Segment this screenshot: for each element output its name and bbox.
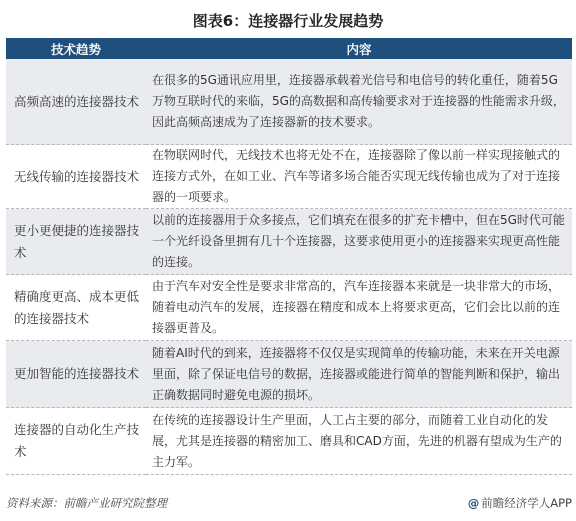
content-cell: 以前的连接器用于众多接点，它们填充在很多的扩充卡槽中，但在5G时代可能一个光纤设备里拥有几十个连接器，这要求使用更小的连接器来实现更高性能的连接。: [146, 209, 572, 275]
content-cell: 在物联网时代，无线技术也将无处不在，连接器除了像以前一样实现接触式的连接方式外，在如工业、汽车等诸多场合能否实现无线传输也成为了对于连接器的一项要求。: [146, 145, 572, 209]
header-trend: 技术趋势: [6, 38, 146, 59]
trend-cell: 连接器的自动化生产技术: [6, 408, 146, 475]
table-row: [6, 145, 572, 209]
table-row: [6, 341, 572, 408]
footer: [6, 493, 572, 513]
content-cell: 由于汽车对安全性是要求非常高的，汽车连接器本来就是一块非常大的市场，随着电动汽车的发展，连接器在精度和成本上将要求更高，它们会比以前的连接器更普及。: [146, 275, 572, 341]
content-cell: 在传统的连接器设计生产里面，人工占主要的部分，而随着工业自动化的发展，尤其是连接器的精密加工、磨具和CAD方面，先进的机器有望成为生产的主力军。: [146, 408, 572, 475]
brand-logo-icon: @: [467, 496, 480, 510]
table-header-row: [6, 38, 572, 59]
trend-cell: 精确度更高、成本更低的连接器技术: [6, 275, 146, 341]
trend-cell: 更加智能的连接器技术: [6, 341, 146, 408]
content-cell: 在很多的5G通讯应用里，连接器承载着光信号和电信号的转化重任，随着5G万物互联时代的来临，5G的高数据和高传输要求对于连接器的性能需求升级，因此高频高速成为了连接器新的技术要求。: [146, 59, 572, 145]
brand-name: 前瞻经济学人APP: [481, 496, 572, 510]
trend-table: [6, 38, 572, 475]
content-cell: 随着AI时代的到来，连接器将不仅仅是实现简单的传输功能，未来在开关电源里面，除了保证电信号的数据，连接器或能进行简单的智能判断和保护，输出正确数据同时避免电源的损坏。: [146, 341, 572, 408]
trend-cell: 更小更便捷的连接器技术: [6, 209, 146, 275]
page-title: 图表6：连接器行业发展趋势: [192, 12, 384, 30]
header-content: 内容: [146, 38, 572, 59]
table-row: [6, 59, 572, 145]
brand-credit: [468, 495, 572, 511]
table-row: [6, 209, 572, 275]
table-row: [6, 275, 572, 341]
table-row: [6, 408, 572, 475]
trend-cell: 无线传输的连接器技术: [6, 145, 146, 209]
trend-cell: 高频高速的连接器技术: [6, 59, 146, 145]
source-note: 资料来源：前瞻产业研究院整理: [6, 496, 167, 510]
